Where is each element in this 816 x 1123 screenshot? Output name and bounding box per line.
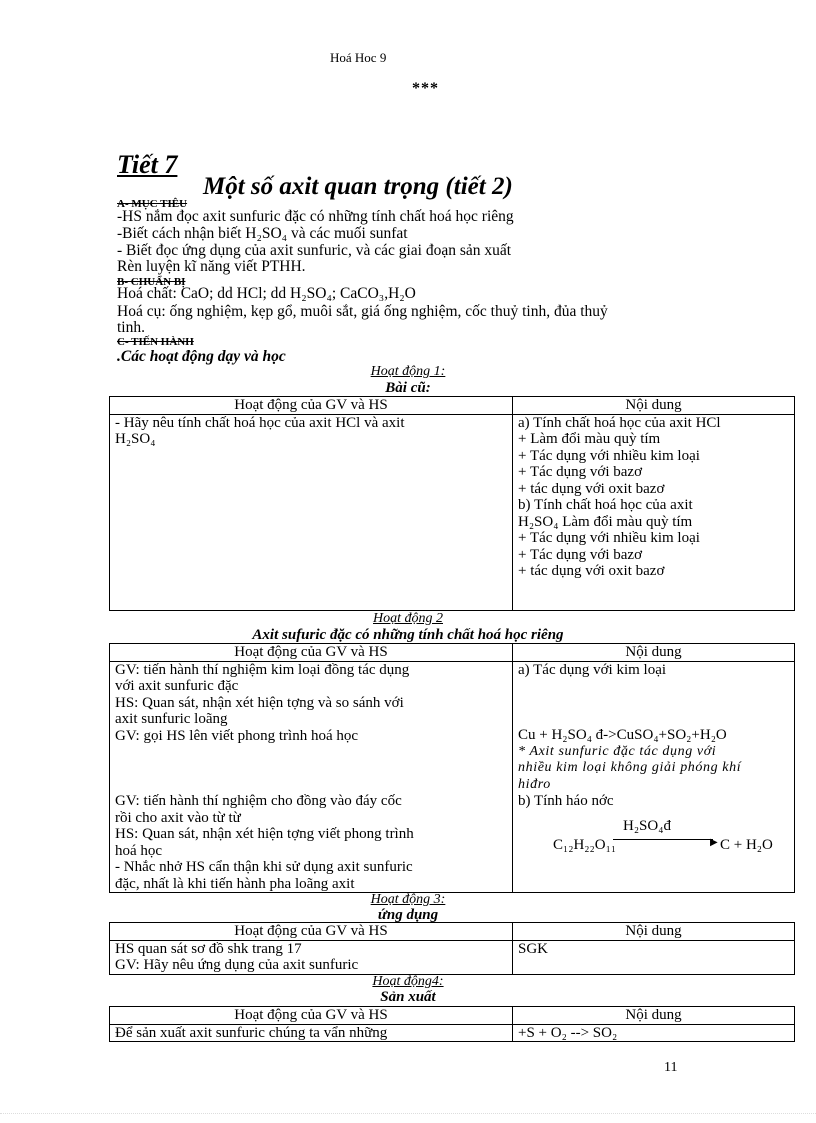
table-cell xyxy=(513,661,795,893)
header-stars: *** xyxy=(412,80,439,97)
table-header-right: Nội dung xyxy=(513,644,795,662)
activity1-table xyxy=(109,396,795,611)
table-cell-line: a) Tính chất hoá học của axit HCl xyxy=(518,414,721,431)
activity2-name: Axit sufuric đặc có những tính chất hoá học riêng xyxy=(252,627,564,643)
note-line: * Axit sunfuric đặc tác dụng với xyxy=(518,743,717,759)
table-cell-line: GV: tiến hành thí nghiệm kim loại đồng tác dụng xyxy=(115,661,410,678)
table-cell-line: đặc, nhất là khi tiến hành pha loãng axit xyxy=(115,875,355,892)
table-cell: +S + O₂ --> SO₂ xyxy=(513,1024,795,1042)
table-cell-line: b) Tính háo nớc xyxy=(518,793,614,809)
activity4-table xyxy=(109,1006,795,1042)
table-cell-line: HS quan sát sơ đồ shk trang 17 xyxy=(115,940,302,957)
reaction-diagram xyxy=(518,810,789,880)
table-header-left: Hoạt động của GV và HS xyxy=(110,923,513,941)
table-cell-line: H₂SO₄ Làm đổi màu quỳ tím xyxy=(518,513,693,530)
table-cell-line: + tác dụng với oxit bazơ xyxy=(518,563,665,579)
page-bottom-divider xyxy=(0,1113,816,1114)
table-cell xyxy=(110,414,513,610)
table-cell-line: rồi cho axit vào từ từ xyxy=(115,809,241,826)
table-cell-line: a) Tác dụng với kim loại xyxy=(518,661,667,678)
table-cell xyxy=(110,661,513,893)
table-cell-line: - Nhắc nhở HS cẩn thận khi sử dụng axit sunfuric xyxy=(115,859,413,875)
activity3-name: ứng dụng xyxy=(377,907,439,923)
table-cell-line: HS: Quan sát, nhận xét hiện tợng viết phong trình xyxy=(115,826,414,842)
section-c-heading: C- TIẾN HÀNH xyxy=(117,336,194,348)
table-header-left: Hoạt động của GV và HS xyxy=(110,397,513,415)
reaction-reactant: C₁₂H₂₂O₁₁ xyxy=(553,836,617,853)
table-cell-line: + Tác dụng với bazơ xyxy=(518,546,643,563)
section-b-line: Hoá cụ: ống nghiệm, kẹp gổ, muôi sắt, giá ống nghiệm, cốc thuỷ tinh, đủa thuỷ xyxy=(117,303,608,320)
section-a-line: -HS nắm đọc axit sunfuric đặc có những tính chất hoá học riêng xyxy=(117,208,514,225)
activity4-name: Sản xuất xyxy=(380,989,436,1005)
table-cell: SGK xyxy=(513,940,795,974)
header-subject: Hoá Hoc 9 xyxy=(330,50,387,65)
note-line: nhiều kim loại không giải phóng khí xyxy=(518,760,742,775)
table-cell-line: + tác dụng với oxit bazơ xyxy=(518,480,665,497)
activity3-table xyxy=(109,922,795,975)
table-header-right: Nội dung xyxy=(513,923,795,941)
table-cell-line: H₂SO₄ xyxy=(115,431,156,447)
table-cell-line: GV: Hãy nêu ứng dụng của axit sunfuric xyxy=(115,957,359,973)
table-cell xyxy=(110,940,513,974)
table-cell-line: GV: gọi HS lên viết phong trình hoá học xyxy=(115,727,359,744)
activity2-table xyxy=(109,643,795,893)
arrow-head-icon: ▶ xyxy=(710,836,718,848)
section-a-line: - Biết đọc ứng dụng của axit sunfuric, và các giai đoạn sản xuất xyxy=(117,242,512,259)
table-cell xyxy=(513,414,795,610)
reaction-arrow xyxy=(613,839,713,840)
table-header-left: Hoạt động của GV và HS xyxy=(110,644,513,662)
lesson-number: Tiết 7 xyxy=(117,150,178,179)
activity1-label: Hoạt động 1: xyxy=(370,364,446,379)
activity2-label: Hoạt động 2 xyxy=(373,611,443,626)
note-line: hiđro xyxy=(518,776,551,792)
table-header-right: Nội dung xyxy=(513,397,795,415)
reaction-catalyst: H₂SO₄đ xyxy=(623,817,671,834)
table-cell-line: HS: Quan sát, nhận xét hiện tợng và so sánh với xyxy=(115,694,404,711)
table-header-left: Hoạt động của GV và HS xyxy=(110,1007,513,1025)
table-cell-line: axit sunfuric loãng xyxy=(115,711,228,727)
reaction-products: C + H₂O xyxy=(720,836,773,853)
equation: Cu + H₂SO₄ đ->CuSO₄+SO₂+H₂O xyxy=(518,727,727,743)
section-a-line: -Biết cách nhận biết H₂SO₄ và các muối sunfat xyxy=(117,225,408,242)
table-cell-line: + Tác dụng với bazơ xyxy=(518,464,643,480)
activity4-label: Hoạt động4: xyxy=(372,974,444,989)
activity1-name: Bài cũ: xyxy=(385,380,431,396)
section-b-heading: B- CHUẨN BỊ xyxy=(117,276,186,288)
table-cell-line: b) Tính chất hoá học của axit xyxy=(518,497,693,513)
table-cell: Để sản xuất axit sunfuric chúng ta vẩn những xyxy=(110,1024,513,1042)
table-header-right: Nội dung xyxy=(513,1007,795,1025)
page-number: 11 xyxy=(664,1060,678,1075)
table-cell-line: - Hãy nêu tính chất hoá học của axit HCl và axit xyxy=(115,414,405,431)
section-b-line: tinh. xyxy=(117,319,145,336)
lesson-title: Một số axit quan trọng (tiết 2) xyxy=(203,173,513,200)
section-a-line: Rèn luyện kĩ năng viết PTHH. xyxy=(117,258,306,275)
table-cell-line: GV: tiến hành thí nghiệm cho đồng vào đáy cốc xyxy=(115,793,402,809)
table-cell-line: + Làm đổi màu quỳ tím xyxy=(518,431,661,447)
table-cell-line: + Tác dụng với nhiều kim loại xyxy=(518,530,700,546)
activity3-label: Hoạt động 3: xyxy=(370,892,446,907)
table-cell-line: hoá học xyxy=(115,842,163,859)
section-b-line: Hoá chất: CaO; dd HCl; dd H₂SO₄; CaCO₃,H₂O xyxy=(117,285,416,302)
section-c-subheading: .Các hoạt động dạy và học xyxy=(117,348,286,365)
table-cell-line: với axit sunfuric đặc xyxy=(115,678,239,694)
section-a-heading: A- MỤC TIÊU xyxy=(117,198,188,210)
table-cell-line: + Tác dụng với nhiều kim loại xyxy=(518,447,700,464)
